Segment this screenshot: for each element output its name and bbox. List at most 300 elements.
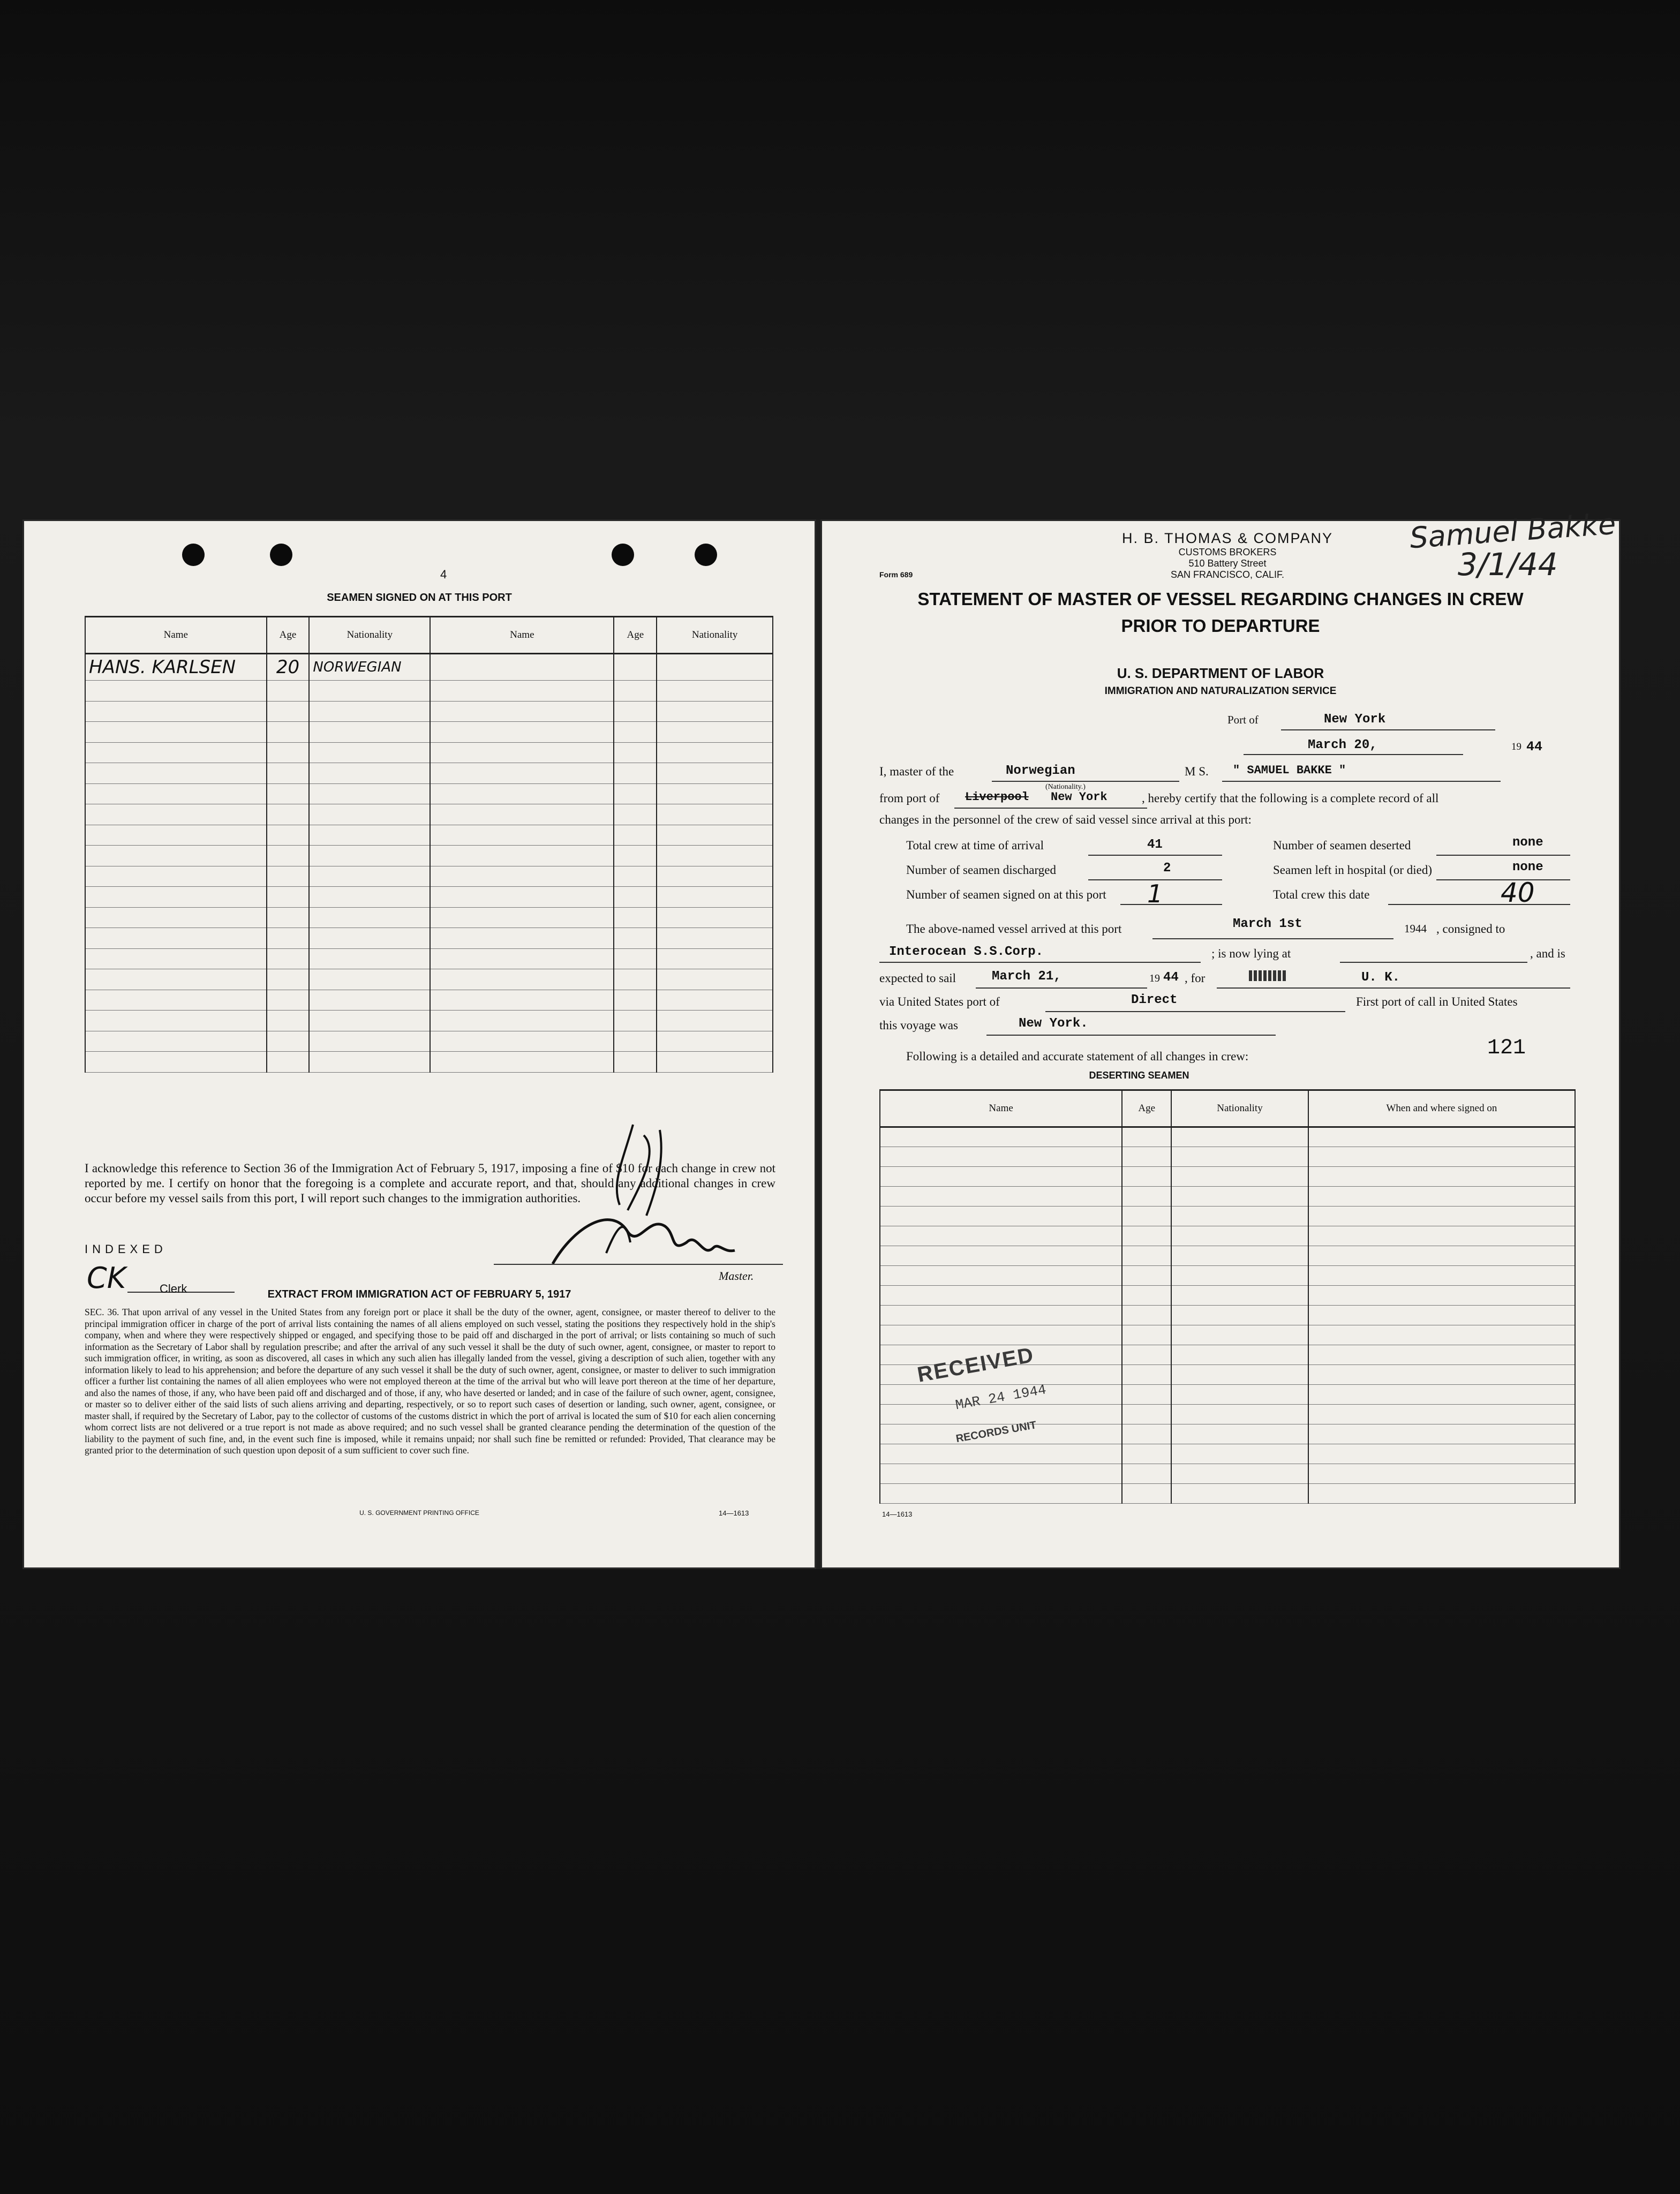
table-cell bbox=[267, 948, 310, 969]
vessel-name: " SAMUEL BAKKE " bbox=[1233, 764, 1346, 777]
table-cell bbox=[657, 825, 773, 846]
page-number: 4 bbox=[440, 568, 447, 581]
table-cell bbox=[1171, 1385, 1308, 1405]
table-cell bbox=[614, 742, 657, 763]
table-cell bbox=[614, 866, 657, 887]
table-cell bbox=[309, 783, 430, 804]
table-row bbox=[880, 1325, 1575, 1345]
table-cell bbox=[614, 804, 657, 825]
table-cell bbox=[614, 783, 657, 804]
table-cell bbox=[267, 804, 310, 825]
from-port-label: from port of bbox=[879, 791, 940, 805]
table-cell bbox=[1171, 1365, 1308, 1385]
table-cell bbox=[880, 1147, 1122, 1167]
department-name: U. S. DEPARTMENT OF LABOR bbox=[1117, 665, 1324, 681]
table-cell bbox=[1122, 1405, 1171, 1424]
table-row bbox=[880, 1444, 1575, 1464]
acknowledgement-text: I acknowledge this reference to Section 36 of the Immigration Act of February 5, 1917, imposing a fine of $10 for each change in crew not reported by me. I certify on honor that the foregoing is a complete and accurate report, and that, should any additional changes in crew occur before my vessel sails from this port, I will report such changes to the immigration authorities. bbox=[85, 1162, 775, 1205]
table-cell bbox=[614, 722, 657, 743]
table-cell bbox=[267, 866, 310, 887]
left-page bbox=[22, 519, 816, 1569]
discharged-label: Number of seamen discharged bbox=[906, 863, 1056, 877]
table-cell bbox=[430, 1031, 614, 1052]
voyage-value: New York. bbox=[1019, 1016, 1088, 1031]
table-cell bbox=[309, 722, 430, 743]
table-row bbox=[85, 825, 773, 846]
table-cell bbox=[267, 681, 310, 702]
table-cell bbox=[1122, 1246, 1171, 1266]
total-crew-date-label: Total crew this date bbox=[1273, 888, 1370, 901]
table-cell bbox=[657, 907, 773, 928]
following-text: Following is a detailed and accurate statement of all changes in crew: bbox=[906, 1050, 1249, 1063]
right-page bbox=[820, 507, 1621, 1569]
table-cell bbox=[1171, 1187, 1308, 1207]
master-signature bbox=[531, 1119, 756, 1291]
table-cell bbox=[1308, 1167, 1575, 1187]
table-cell bbox=[880, 1286, 1122, 1306]
arrived-year: 1944 bbox=[1404, 922, 1427, 935]
table-cell bbox=[267, 701, 310, 722]
seaman-nationality: NORWEGIAN bbox=[309, 654, 430, 681]
printer-credit: U. S. GOVERNMENT PRINTING OFFICE bbox=[359, 1509, 479, 1517]
certify-text: , hereby certify that the following is a complete record of all bbox=[1142, 791, 1439, 805]
table-cell bbox=[309, 742, 430, 763]
table-cell bbox=[1308, 1385, 1575, 1405]
and-is-label: , and is bbox=[1530, 947, 1565, 960]
table-cell bbox=[309, 681, 430, 702]
total-crew-arrival-value: 41 bbox=[1147, 838, 1163, 852]
stamp-number: 121 bbox=[1487, 1036, 1526, 1060]
table-row bbox=[880, 1464, 1575, 1484]
table-cell bbox=[657, 783, 773, 804]
signed-on-label: Number of seamen signed on at this port bbox=[906, 888, 1106, 901]
table-cell bbox=[309, 701, 430, 722]
table-cell bbox=[267, 907, 310, 928]
table-cell bbox=[267, 1031, 310, 1052]
table-cell bbox=[657, 1031, 773, 1052]
table-cell bbox=[309, 969, 430, 990]
table-cell bbox=[1171, 1167, 1308, 1187]
table-cell bbox=[1308, 1226, 1575, 1246]
signed-on-value: 1 bbox=[1147, 879, 1163, 908]
seaman-name: HANS. KARLSEN bbox=[85, 654, 267, 681]
table-cell bbox=[267, 969, 310, 990]
table-cell bbox=[1122, 1286, 1171, 1306]
table-header-row bbox=[85, 617, 773, 654]
hospital-value: none bbox=[1512, 860, 1543, 874]
via-value: Direct bbox=[1131, 993, 1178, 1007]
table-cell bbox=[1171, 1226, 1308, 1246]
table-cell bbox=[657, 887, 773, 908]
column-header: Age bbox=[1122, 1090, 1171, 1127]
table-cell bbox=[614, 654, 657, 681]
total-crew-arrival-label: Total crew at time of arrival bbox=[906, 839, 1044, 852]
table-row bbox=[85, 763, 773, 784]
table-cell bbox=[1122, 1484, 1171, 1504]
table-row bbox=[85, 722, 773, 743]
received-unit: RECORDS UNIT bbox=[955, 1419, 1037, 1445]
column-header: Name bbox=[430, 617, 614, 654]
punch-hole bbox=[695, 544, 717, 566]
date-value: March 20, bbox=[1308, 738, 1377, 752]
table-cell bbox=[880, 1207, 1122, 1226]
table-row bbox=[85, 681, 773, 702]
handwritten-vessel-name: Samuel Bakke bbox=[1408, 507, 1617, 555]
table-row bbox=[85, 990, 773, 1011]
sail-date-value: March 21, bbox=[992, 969, 1061, 984]
table-row bbox=[85, 783, 773, 804]
indexed-stamp: INDEXED bbox=[85, 1242, 167, 1256]
agent-street: 510 Battery Street bbox=[1188, 558, 1267, 569]
table-cell bbox=[614, 969, 657, 990]
via-line bbox=[1045, 997, 1345, 1012]
table-row bbox=[85, 887, 773, 908]
table-cell bbox=[85, 722, 267, 743]
table-cell bbox=[309, 804, 430, 825]
table-row bbox=[880, 1286, 1575, 1306]
table-cell bbox=[1122, 1424, 1171, 1444]
table-cell bbox=[614, 681, 657, 702]
table-cell bbox=[85, 763, 267, 784]
table-cell bbox=[1308, 1127, 1575, 1147]
table-cell bbox=[430, 722, 614, 743]
table-cell bbox=[1122, 1345, 1171, 1365]
table-cell bbox=[657, 1011, 773, 1031]
changes-text: changes in the personnel of the crew of said vessel since arrival at this port: bbox=[879, 813, 1252, 826]
table-cell bbox=[880, 1484, 1122, 1504]
table-cell bbox=[1122, 1127, 1171, 1147]
agent-name: H. B. THOMAS & COMPANY bbox=[1121, 530, 1334, 546]
table-cell bbox=[430, 1011, 614, 1031]
table-cell bbox=[1308, 1207, 1575, 1226]
table-cell bbox=[309, 1031, 430, 1052]
table-cell bbox=[1122, 1385, 1171, 1405]
table-cell bbox=[309, 763, 430, 784]
table-cell bbox=[880, 1127, 1122, 1147]
total-crew-date-value: 40 bbox=[1501, 877, 1535, 908]
table-cell bbox=[1308, 1246, 1575, 1266]
table-row bbox=[85, 846, 773, 866]
table-cell bbox=[880, 1266, 1122, 1286]
table-cell bbox=[85, 948, 267, 969]
table-cell bbox=[1122, 1325, 1171, 1345]
table-cell bbox=[1171, 1345, 1308, 1365]
table-row bbox=[85, 742, 773, 763]
table-cell bbox=[614, 990, 657, 1011]
table-cell bbox=[614, 846, 657, 866]
table-cell bbox=[1308, 1325, 1575, 1345]
discharged-value: 2 bbox=[1163, 861, 1171, 876]
received-word: RECEIVED bbox=[915, 1343, 1036, 1387]
punch-hole bbox=[182, 544, 205, 566]
table-cell bbox=[267, 1052, 310, 1073]
table-cell bbox=[657, 804, 773, 825]
table-row bbox=[85, 1031, 773, 1052]
table-row bbox=[880, 1187, 1575, 1207]
table-cell bbox=[430, 681, 614, 702]
via-label: via United States port of bbox=[879, 995, 1000, 1008]
table-row bbox=[880, 1207, 1575, 1226]
table-cell bbox=[267, 825, 310, 846]
table-cell bbox=[1171, 1444, 1308, 1464]
table-cell bbox=[309, 907, 430, 928]
table-cell bbox=[1308, 1464, 1575, 1484]
service-name: IMMIGRATION AND NATURALIZATION SERVICE bbox=[1104, 685, 1337, 697]
table-cell bbox=[657, 1052, 773, 1073]
table-cell bbox=[85, 969, 267, 990]
table-row bbox=[85, 804, 773, 825]
table-cell bbox=[880, 1187, 1122, 1207]
table-cell bbox=[1122, 1226, 1171, 1246]
consignee-value: Interocean S.S.Corp. bbox=[889, 945, 1044, 959]
table-cell bbox=[1171, 1424, 1308, 1444]
deserting-heading: DESERTING SEAMEN bbox=[1089, 1070, 1189, 1081]
table-cell bbox=[309, 990, 430, 1011]
table-cell bbox=[1122, 1444, 1171, 1464]
voyage-label: this voyage was bbox=[879, 1019, 958, 1032]
table-cell bbox=[85, 907, 267, 928]
table-cell bbox=[1122, 1365, 1171, 1385]
form-subtitle: PRIOR TO DEPARTURE bbox=[1121, 616, 1320, 636]
table-cell bbox=[1122, 1167, 1171, 1187]
table-cell bbox=[430, 701, 614, 722]
table-cell bbox=[85, 846, 267, 866]
table-cell bbox=[1122, 1207, 1171, 1226]
port-value: New York bbox=[1324, 712, 1386, 727]
for-label: , for bbox=[1185, 971, 1206, 985]
table-cell bbox=[430, 990, 614, 1011]
table-cell bbox=[880, 1306, 1122, 1325]
table-cell bbox=[309, 1011, 430, 1031]
table-cell bbox=[614, 1011, 657, 1031]
table-cell bbox=[85, 825, 267, 846]
table-row bbox=[880, 1246, 1575, 1266]
table-cell bbox=[85, 1052, 267, 1073]
table-cell bbox=[1308, 1405, 1575, 1424]
page-gutter bbox=[816, 519, 820, 1569]
column-header: Name bbox=[880, 1090, 1122, 1127]
table-cell bbox=[267, 783, 310, 804]
discharged-line bbox=[1088, 865, 1222, 880]
table-cell bbox=[309, 825, 430, 846]
port-label: Port of bbox=[1227, 713, 1259, 726]
table-cell bbox=[85, 742, 267, 763]
table-header-row bbox=[880, 1090, 1575, 1127]
form-title: STATEMENT OF MASTER OF VESSEL REGARDING CHANGES IN CREW bbox=[917, 589, 1524, 609]
from-port-value: New York bbox=[1051, 790, 1108, 804]
handwritten-date: 3/1/44 bbox=[1458, 546, 1558, 583]
table-cell bbox=[1308, 1266, 1575, 1286]
deserted-label: Number of seamen deserted bbox=[1273, 839, 1411, 852]
signed-on-table bbox=[85, 616, 773, 1073]
table-cell bbox=[85, 928, 267, 949]
seaman-age: 20 bbox=[267, 654, 310, 681]
form-code: 14—1613 bbox=[719, 1509, 749, 1517]
column-header: Nationality bbox=[309, 617, 430, 654]
received-date: MAR 24 1944 bbox=[954, 1381, 1048, 1414]
table-row bbox=[85, 654, 773, 681]
consigned-label: , consigned to bbox=[1436, 922, 1505, 936]
table-cell bbox=[657, 763, 773, 784]
table-cell bbox=[85, 1011, 267, 1031]
punch-hole bbox=[612, 544, 634, 566]
table-cell bbox=[430, 1052, 614, 1073]
sail-year-value: 44 bbox=[1163, 970, 1179, 985]
table-cell bbox=[1308, 1286, 1575, 1306]
table-cell bbox=[309, 928, 430, 949]
table-cell bbox=[880, 1325, 1122, 1345]
table-cell bbox=[614, 763, 657, 784]
arrived-value: March 1st bbox=[1233, 917, 1302, 931]
table-cell bbox=[1171, 1325, 1308, 1345]
table-cell bbox=[267, 846, 310, 866]
table-cell bbox=[85, 990, 267, 1011]
table-cell bbox=[267, 742, 310, 763]
table-row bbox=[85, 928, 773, 949]
table-cell bbox=[430, 928, 614, 949]
column-header: Nationality bbox=[657, 617, 773, 654]
table-cell bbox=[430, 804, 614, 825]
table-row bbox=[880, 1167, 1575, 1187]
table-cell bbox=[880, 1167, 1122, 1187]
table-cell bbox=[267, 928, 310, 949]
from-port-struck: Liverpool bbox=[965, 790, 1029, 804]
table-cell bbox=[880, 1444, 1122, 1464]
table-row bbox=[85, 1011, 773, 1031]
deserted-line bbox=[1436, 841, 1570, 856]
clerk-label: Clerk bbox=[160, 1282, 187, 1295]
table-row bbox=[85, 866, 773, 887]
column-header: When and where signed on bbox=[1308, 1090, 1575, 1127]
column-header: Nationality bbox=[1171, 1090, 1308, 1127]
table-cell bbox=[85, 804, 267, 825]
table-cell bbox=[309, 846, 430, 866]
table-cell bbox=[1308, 1306, 1575, 1325]
table-cell bbox=[657, 722, 773, 743]
table-cell bbox=[430, 969, 614, 990]
year-prefix: 19 bbox=[1511, 741, 1521, 752]
table-cell bbox=[430, 887, 614, 908]
table-cell bbox=[657, 742, 773, 763]
table-cell bbox=[309, 1052, 430, 1073]
table-cell bbox=[430, 763, 614, 784]
table-cell bbox=[1308, 1147, 1575, 1167]
extract-text: SEC. 36. That upon arrival of any vessel in the United States from any foreign port or place it shall be the duty of the owner, agent, consignee, or master thereof to deliver to the principal immigration officer in charge of the port of arrival lists containing the names of all aliens employed on such vessel, stating the positions they respectively hold in the ship's company, when and where they were respectively shipped or engaged, and specifying those to be paid off and discharged in the port of arrival; or lists containing so much of such information as the Secretary of Labor shall by regulation prescribe; and after the arrival of any such vessel it shall be the duty of such owner, agent, consignee, or master to report to such immigration officer, in writing, as soon as discovered, all cases in which any such alien has illegally landed from the vessel, giving a description of such alien, together with any information likely to lead to his apprehension; and before the departure of any such vessel it shall be the duty of such owner, agent, consignee, or master to deliver to such immigration officer a further list containing the names of all alien employees who were not employed thereon at the time of the arrival but who will leave port thereon at the time of her departure, and also the names of those, if any, who have been paid off and discharged and of those, if any, who have deserted or landed; and in case of the failure of such owner, agent, consignee, or master so to deliver either of the said lists of such aliens arriving and departing, respectively, or so to report such cases of desertion or landing, such owner, agent, consignee, or master shall, if required by the Secretary of Labor, pay to the collector of customs of the customs district in which the port of arrival is located the sum of $10 for each alien concerning whom correct lists are not delivered or a true report is not made as above required; and no such vessel shall be granted clearance pending the determination of the question of the liability to the payment of such fine, and, in the event such fine is imposed, while it remains unpaid; nor shall such fine be remitted or refunded: Provided, That clearance may be granted prior to the determination of such question upon deposit of a sum sufficient to cover such fine. bbox=[85, 1307, 775, 1456]
clerk-initials: CK bbox=[87, 1261, 126, 1295]
table-cell bbox=[1171, 1266, 1308, 1286]
table-cell bbox=[657, 654, 773, 681]
master-label: Master. bbox=[719, 1269, 754, 1283]
table-cell bbox=[267, 990, 310, 1011]
table-row bbox=[85, 701, 773, 722]
signed-on-line bbox=[1120, 890, 1222, 905]
table-cell bbox=[657, 969, 773, 990]
table-cell bbox=[85, 1031, 267, 1052]
table-cell bbox=[880, 1226, 1122, 1246]
table-row bbox=[85, 969, 773, 990]
extract-title: EXTRACT FROM IMMIGRATION ACT OF FEBRUARY 5, 1917 bbox=[267, 1288, 571, 1300]
table-cell bbox=[430, 654, 614, 681]
table-cell bbox=[614, 701, 657, 722]
column-header: Age bbox=[267, 617, 310, 654]
table-cell bbox=[430, 846, 614, 866]
agent-stamp bbox=[1024, 530, 1431, 580]
table-cell bbox=[657, 846, 773, 866]
table-row bbox=[880, 1127, 1575, 1147]
table-cell bbox=[1122, 1306, 1171, 1325]
table-cell bbox=[657, 928, 773, 949]
table-cell bbox=[1122, 1147, 1171, 1167]
port-line bbox=[1281, 715, 1495, 730]
agent-business: CUSTOMS BROKERS bbox=[1178, 547, 1277, 557]
table-cell bbox=[1122, 1464, 1171, 1484]
table-cell bbox=[1171, 1405, 1308, 1424]
table-cell bbox=[614, 948, 657, 969]
table-cell bbox=[1171, 1246, 1308, 1266]
hospital-label: Seamen left in hospital (or died) bbox=[1273, 863, 1433, 877]
table-cell bbox=[85, 887, 267, 908]
table-cell bbox=[614, 928, 657, 949]
table-cell bbox=[309, 948, 430, 969]
table-row bbox=[880, 1484, 1575, 1504]
table-cell bbox=[1122, 1187, 1171, 1207]
table-row bbox=[880, 1266, 1575, 1286]
table-cell bbox=[880, 1464, 1122, 1484]
table-cell bbox=[1122, 1266, 1171, 1286]
nationality-value: Norwegian bbox=[1006, 764, 1075, 778]
table-cell bbox=[614, 1031, 657, 1052]
master-of-label: I, master of the bbox=[879, 765, 954, 778]
table-cell bbox=[430, 948, 614, 969]
table-row bbox=[85, 948, 773, 969]
total-crew-date-line bbox=[1388, 890, 1570, 905]
year-value: 44 bbox=[1526, 739, 1543, 755]
table-row bbox=[880, 1306, 1575, 1325]
sail-year-prefix: 19 bbox=[1149, 972, 1160, 984]
table-cell bbox=[880, 1246, 1122, 1266]
table-cell bbox=[657, 681, 773, 702]
table-cell bbox=[430, 742, 614, 763]
table-cell bbox=[85, 783, 267, 804]
table-cell bbox=[1171, 1306, 1308, 1325]
table-cell bbox=[1308, 1484, 1575, 1504]
table-row bbox=[85, 1052, 773, 1073]
table-cell bbox=[267, 763, 310, 784]
table-cell bbox=[1308, 1444, 1575, 1464]
table-cell bbox=[267, 887, 310, 908]
column-header: Age bbox=[614, 617, 657, 654]
table-cell bbox=[430, 866, 614, 887]
table-cell bbox=[614, 907, 657, 928]
table-cell bbox=[614, 825, 657, 846]
table-row bbox=[85, 907, 773, 928]
table-cell bbox=[1308, 1187, 1575, 1207]
table-cell bbox=[657, 948, 773, 969]
table-cell bbox=[1171, 1147, 1308, 1167]
table-cell bbox=[85, 681, 267, 702]
column-header: Name bbox=[85, 617, 267, 654]
form-number: Form 689 bbox=[879, 570, 913, 579]
table-cell bbox=[430, 783, 614, 804]
form-code: 14—1613 bbox=[882, 1510, 913, 1518]
lying-line bbox=[1340, 948, 1527, 963]
deserting-table bbox=[879, 1089, 1576, 1504]
table-cell bbox=[267, 722, 310, 743]
table-cell bbox=[1308, 1424, 1575, 1444]
table-cell bbox=[85, 866, 267, 887]
table-cell bbox=[657, 701, 773, 722]
seamen-signed-on-heading: SEAMEN SIGNED ON AT THIS PORT bbox=[327, 592, 512, 604]
